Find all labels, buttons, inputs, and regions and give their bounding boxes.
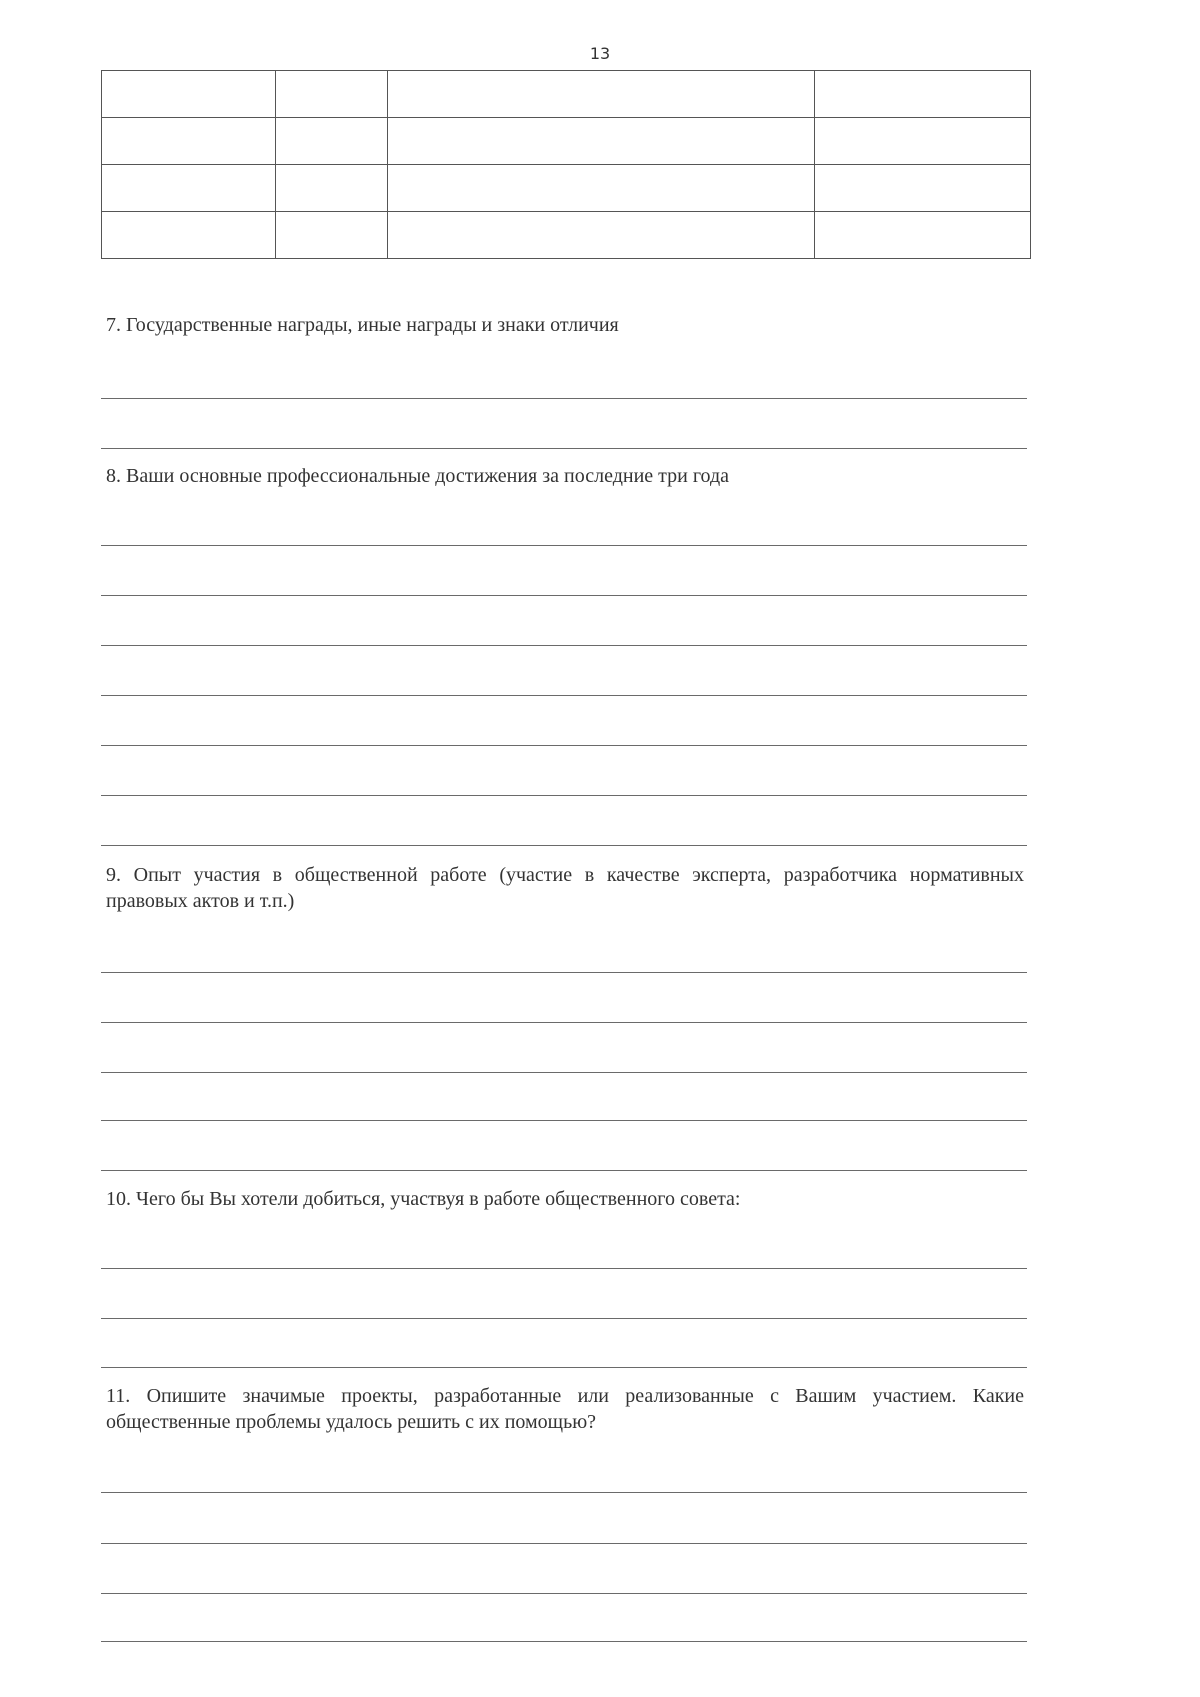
question-11-answer-line[interactable]	[101, 1593, 1027, 1594]
table-row	[102, 165, 1031, 212]
question-9-answer-line[interactable]	[101, 972, 1027, 973]
table-cell[interactable]	[102, 212, 276, 259]
question-11-answer-line[interactable]	[101, 1492, 1027, 1493]
table-cell[interactable]	[815, 118, 1031, 165]
table-cell[interactable]	[275, 165, 387, 212]
table-cell[interactable]	[387, 165, 815, 212]
table-cell[interactable]	[275, 71, 387, 118]
question-11-answer-line[interactable]	[101, 1543, 1027, 1544]
table-cell[interactable]	[815, 212, 1031, 259]
question-10-answer-line[interactable]	[101, 1268, 1027, 1269]
question-8-answer-line[interactable]	[101, 645, 1027, 646]
question-9-answer-line[interactable]	[101, 1022, 1027, 1023]
table-row	[102, 212, 1031, 259]
question-7-text: 7. Государственные награды, иные награды и знаки отличия	[106, 314, 619, 336]
table-cell[interactable]	[387, 212, 815, 259]
question-9-answer-line[interactable]	[101, 1072, 1027, 1073]
table-cell[interactable]	[275, 118, 387, 165]
question-8-answer-line[interactable]	[101, 745, 1027, 746]
table-cell[interactable]	[387, 71, 815, 118]
question-9-text: 9. Опыт участия в общественной работе (участие в качестве эксперта, разработчика нормативных правовых актов и т.п.)	[106, 864, 1024, 912]
question-7-answer-line[interactable]	[101, 448, 1027, 449]
question-11-answer-line[interactable]	[101, 1641, 1027, 1642]
question-8-answer-line[interactable]	[101, 545, 1027, 546]
table-cell[interactable]	[387, 118, 815, 165]
page-number: 13	[589, 44, 611, 63]
table-row	[102, 118, 1031, 165]
question-9-answer-line[interactable]	[101, 1120, 1027, 1121]
table-cell[interactable]	[102, 165, 276, 212]
question-11-text: 11. Опишите значимые проекты, разработанные или реализованные с Вашим участием. Какие общественные проблемы удалось решить с их помощью?	[106, 1385, 1024, 1433]
table-cell[interactable]	[102, 71, 276, 118]
table-cell[interactable]	[102, 118, 276, 165]
table-row	[102, 71, 1031, 118]
question-10-answer-line[interactable]	[101, 1318, 1027, 1319]
question-8-text: 8. Ваши основные профессиональные достижения за последние три года	[106, 465, 730, 487]
blank-table	[101, 70, 1031, 259]
question-10-text: 10. Чего бы Вы хотели добиться, участвуя в работе общественного совета:	[106, 1188, 741, 1210]
question-8-answer-line[interactable]	[101, 845, 1027, 846]
table-cell[interactable]	[275, 212, 387, 259]
question-9-answer-line[interactable]	[101, 1170, 1027, 1171]
table-cell[interactable]	[815, 71, 1031, 118]
question-7-answer-line[interactable]	[101, 398, 1027, 399]
question-10-answer-line[interactable]	[101, 1367, 1027, 1368]
table-cell[interactable]	[815, 165, 1031, 212]
question-8-answer-line[interactable]	[101, 595, 1027, 596]
question-8-answer-line[interactable]	[101, 795, 1027, 796]
question-8-answer-line[interactable]	[101, 695, 1027, 696]
